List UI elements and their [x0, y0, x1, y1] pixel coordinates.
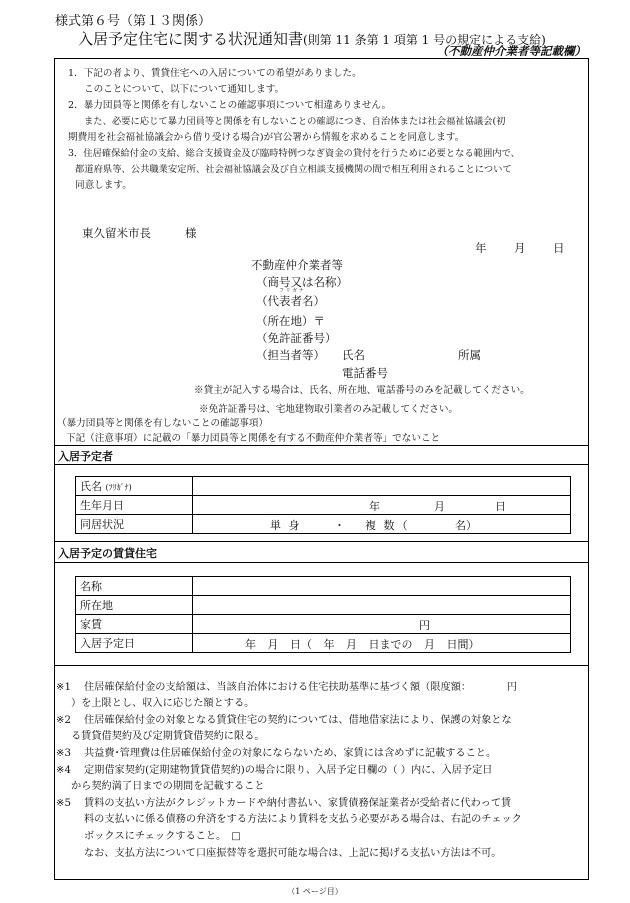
divider	[55, 445, 588, 446]
note-4-line-1: 定期借家契約(定期建物賃貸借契約)の場合に限り、入居予定日欄の（ ）内に、入居予定日	[84, 765, 493, 776]
furigana-label: (ﾌﾘｶﾞﾅ)	[105, 483, 132, 492]
document-subtitle: （不動産仲介業者等記載欄）	[436, 44, 586, 58]
agent-heading: 不動産仲介業者等	[251, 258, 343, 272]
affiliation-label: 所属	[458, 348, 481, 362]
divider	[55, 464, 588, 465]
declaration-3-line-1: 3．住居確保給付金の支給、総合支援資金及び臨時特例つなぎ資金の貸付を行うために必要となる範囲内で、	[68, 148, 520, 159]
declaration-2-line-1: 2．暴力団員等と関係を有しないことの確認事項について相違ありません。	[68, 100, 392, 111]
title-main: 入居予定住宅に関する状況通知書	[78, 30, 304, 48]
agent-address-label: （所在地）	[256, 314, 314, 328]
note-license: ※免許証番号は、宅地建物取引業者のみ記載してください。	[199, 404, 459, 415]
multiple-option[interactable]: 複 数（	[365, 519, 410, 532]
antisocial-heading: （暴力団員等と関係を有しないことの確認事項）	[57, 418, 269, 429]
birth-day: 日	[495, 500, 506, 513]
date-month: 月	[514, 241, 526, 255]
page-number: （1 ページ目）	[287, 887, 343, 896]
person-name-label: 氏名	[342, 348, 365, 362]
addressee-name: 東久留米市長	[82, 226, 151, 240]
agent-representative: （代表者名）	[256, 294, 325, 308]
note-mark-2: ※2	[56, 715, 72, 726]
table-row	[76, 496, 571, 515]
single-option[interactable]: 単 身	[270, 519, 302, 532]
phone-label: 電話番号	[342, 366, 388, 380]
birth-date-label: 生年月日	[76, 496, 193, 515]
table-row	[76, 577, 571, 596]
addressee-honorific: 様	[185, 226, 197, 240]
birth-date-field[interactable]	[193, 496, 571, 515]
birth-month: 月	[434, 500, 445, 513]
note-5-line-4: なお、支払方法について口座振替等を選択可能な場合は、上記に掲げる支払い方法は不可。	[84, 848, 502, 859]
housing-table	[75, 576, 571, 653]
form-number: 様式第６号（第１３関係）	[55, 14, 212, 29]
note-5-line-3[interactable]: ボックスにチェックすること。 □	[84, 831, 241, 842]
name-label-text: 氏名	[80, 480, 102, 493]
note-2-line-1: 住居確保給付金の対象となる賃貸住宅の契約については、借地借家法により、保護の対象とな	[84, 715, 512, 726]
table-row	[76, 615, 571, 634]
note-landlord: ※貸主が記入する場合は、氏名、所在地、電話番号のみを記載してください。	[194, 385, 530, 396]
declaration-1-line-2: このことについて、以下について通知します。	[84, 84, 285, 95]
antisocial-text: 下記（注意事項）に記載の「暴力団員等と関係を有する不動産仲介業者等」でないこと	[66, 433, 441, 444]
agent-trade-name: （商号又は名称）	[256, 275, 348, 289]
rent-label: 家賃	[76, 615, 193, 634]
date-year: 年	[475, 241, 487, 255]
move-in-date-label: 入居予定日	[76, 634, 193, 653]
postal-mark: 〒	[313, 314, 325, 328]
declaration-3-line-3: 同意します。	[75, 180, 132, 191]
table-row	[76, 515, 571, 534]
declaration-2-line-3: 期費用を社会福祉協議会から借り受ける場合)が官公署から情報を求めることを同意します。	[68, 132, 465, 143]
tenant-table	[75, 476, 571, 534]
tenant-section-label: 入居予定者	[58, 450, 113, 463]
table-row	[76, 596, 571, 615]
agent-license-number: （免許証番号）	[256, 331, 337, 345]
form-frame	[54, 58, 589, 880]
household-label: 同居状況	[76, 515, 193, 534]
table-row	[76, 477, 571, 496]
yen-unit: 円	[419, 619, 430, 632]
divider	[55, 541, 588, 542]
note-1-line-1: 住居確保給付金の支給額は、当該自治体における住宅扶助基準に基づく額（限度額： 円	[84, 682, 517, 693]
persons-count: 名）	[455, 519, 477, 532]
birth-year: 年	[369, 500, 380, 513]
title-note: (則第 11 条第 1 項第 1 号の規定による支給)	[303, 33, 546, 47]
rent-field[interactable]	[193, 615, 571, 634]
housing-section-label: 入居予定の賃貸住宅	[58, 547, 157, 560]
household-field[interactable]	[193, 515, 571, 534]
date-day: 日	[553, 241, 565, 255]
note-5-line-1: 賃料の支払い方法がクレジットカードや納付書払い、家賃債務保証業者が受給者に代わって賃	[84, 798, 512, 809]
agent-address	[256, 313, 325, 329]
tenant-name-label	[76, 477, 193, 496]
note-4-line-2: から契約満了日までの期間を記載すること	[71, 781, 265, 792]
divider	[55, 562, 588, 563]
furigana-ruby: フ リ ガ ナ	[279, 288, 304, 294]
note-mark-3: ※3	[56, 748, 72, 759]
tenant-name-field[interactable]	[193, 477, 571, 496]
note-mark-5: ※5	[56, 798, 72, 809]
housing-address-label: 所在地	[76, 596, 193, 615]
move-in-date-value: 年 月 日（ 年 月 日までの 月 日間）	[245, 638, 480, 651]
note-mark-4: ※4	[56, 765, 72, 776]
separator-dot: ・	[334, 519, 345, 532]
note-mark-1: ※1	[56, 682, 72, 693]
agent-contact-person: （担当者等）	[256, 348, 325, 362]
housing-address-field[interactable]	[193, 596, 571, 615]
housing-name-label: 名称	[76, 577, 193, 596]
note-2-line-2: る賃貸借契約及び定期賃貸借契約に限る。	[71, 731, 265, 742]
declaration-1-line-1: 1．下記の者より、賃貸住宅への入居についての希望がありました。	[68, 68, 362, 79]
move-in-date-field[interactable]	[193, 634, 571, 653]
note-5-line-2: 料の支払いに係る債務の弁済をする方法により賃料を支払う必要がある場合は、右記のチェック	[84, 814, 522, 825]
declaration-2-line-2: また、必要に応じて暴力団員等と関係を有しないことの確認につき、自治体または社会福祉協議会(初	[84, 116, 506, 127]
declaration-3-line-2: 都道府県等、公共職業安定所、社会福祉協議会及び自立相談支援機関の間で相互利用されることについて	[75, 164, 512, 175]
divider	[55, 665, 588, 666]
housing-name-field[interactable]	[193, 577, 571, 596]
note-3-line-1: 共益費･管理費は住居確保給付金の対象にならないため、家賃には含めずに記載すること。	[84, 748, 497, 759]
table-row	[76, 634, 571, 653]
note-1-line-2: ）を上限とし、収入に応じた額とする。	[71, 698, 255, 709]
